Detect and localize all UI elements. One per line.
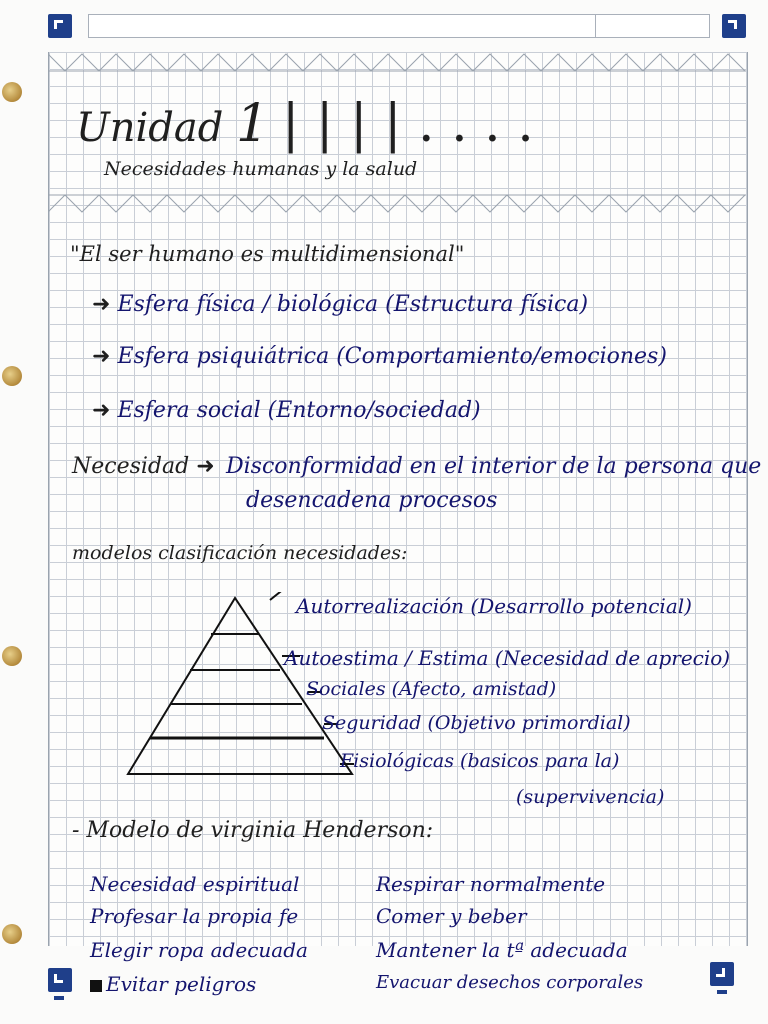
zigzag-border-mid (48, 194, 746, 214)
henderson-need-left-item (90, 972, 256, 996)
arrow-right-icon: ➜ (189, 454, 215, 479)
henderson-heading: - Modelo de virginia Henderson: (72, 818, 434, 843)
zigzag-border-top (48, 52, 746, 72)
henderson-need-right: Comer y beber (376, 904, 527, 928)
arrow-right-icon: ➜ (92, 398, 118, 423)
arrow-right-icon: ➜ (92, 292, 118, 317)
unit-number: 1 (236, 94, 270, 154)
henderson-need-right: Respirar normalmente (376, 872, 606, 896)
pyramid-level-fisiologicas: Fisiológicas (basicos para la) (340, 750, 620, 772)
pyramid-connector (270, 592, 285, 600)
header-divider (595, 15, 596, 37)
models-heading: modelos clasificación necesidades: (72, 542, 408, 564)
henderson-need-right: Mantener la tª adecuada (376, 938, 628, 962)
tally-marks: | | | | . . . . (281, 94, 534, 154)
corner-dash (717, 990, 727, 994)
unit-subtitle: Necesidades humanas y la salud (104, 158, 418, 180)
square-bullet-icon (90, 980, 102, 992)
pyramid-level-fisiologicas-cont: (supervivencia) (516, 786, 665, 808)
necesidad-definition-line1: Disconformidad en el interior de la persona que (226, 454, 762, 479)
necesidad-term (72, 456, 215, 478)
pyramid-level-sociales: Sociales (Afecto, amistad) (306, 678, 557, 700)
sphere-label: Esfera física / biológica (Estructura física) (117, 292, 589, 317)
henderson-need-left: Necesidad espiritual (90, 872, 300, 896)
corner-mark-icon (48, 968, 72, 992)
binder-hole (2, 82, 22, 102)
pyramid-level-autoestima: Autoestima / Estima (Necesidad de aprecio) (284, 646, 731, 670)
henderson-need-left: Evitar peligros (106, 972, 257, 996)
notebook-header-bar (88, 14, 710, 38)
sphere-item (92, 346, 667, 368)
henderson-need-right: Evacuar desechos corporales (376, 972, 644, 993)
pyramid-level-seguridad: Seguridad (Objetivo primordial) (322, 712, 631, 734)
unit-word: Unidad (76, 105, 224, 151)
corner-mark-icon (48, 14, 72, 38)
binder-hole (2, 366, 22, 386)
term-label: Necesidad (72, 454, 190, 479)
unit-title (76, 94, 534, 154)
henderson-need-left: Elegir ropa adecuada (90, 938, 308, 962)
binder-hole (2, 646, 22, 666)
sphere-label: Esfera social (Entorno/sociedad) (117, 398, 481, 423)
necesidad-definition-line2: desencadena procesos (246, 488, 498, 513)
corner-mark-icon (710, 962, 734, 986)
sphere-item (92, 400, 481, 422)
binder-hole (2, 924, 22, 944)
arrow-right-icon: ➜ (92, 344, 118, 369)
pyramid-level-autorrealizacion: Autorrealización (Desarrollo potencial) (296, 594, 692, 618)
corner-dash (54, 996, 64, 1000)
henderson-need-left: Profesar la propia fe (90, 904, 299, 928)
sphere-item (92, 294, 588, 316)
sphere-label: Esfera psiquiátrica (Comportamiento/emociones) (117, 344, 667, 369)
corner-mark-icon (722, 14, 746, 38)
quote-text: "El ser humano es multidimensional" (70, 242, 465, 266)
